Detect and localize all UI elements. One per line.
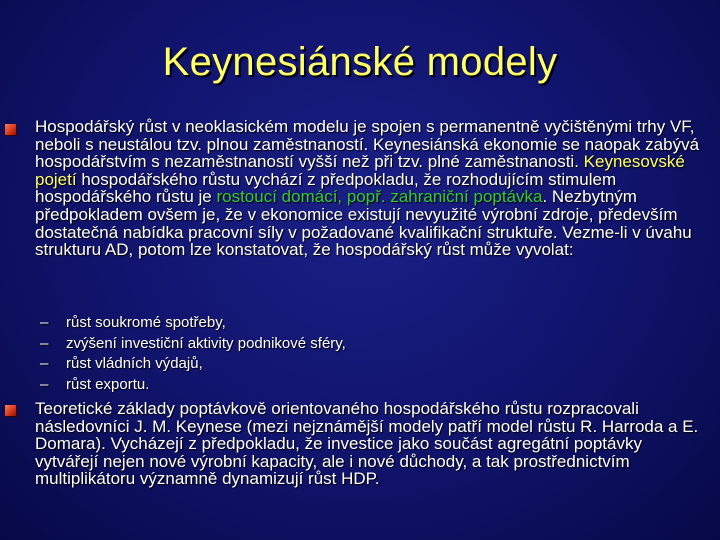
dash-marker: – [40,355,49,372]
list-item [40,334,680,355]
bullet-1-text-part-3: . Nezbytným předpokladem ovšem je, že v ekonomice existují nevyužité výrobní zdroje, především dostatečná nabídka pracovní síly v požadované kvalifikační struktuře. Vezme-li v úvahu strukturu AD, potom lze konstatovat, že hospodářský růst může vyvolat: [35,187,692,260]
sub-item-text: růst exportu. [66,375,150,393]
list-item [40,313,680,334]
bullet-text-1 [35,118,707,259]
sub-item-text: růst vládních výdajů, [66,355,203,372]
bullet-square-icon [5,124,16,135]
highlight-rising-demand: rostoucí domácí, popř. zahraniční poptávka [216,187,543,207]
list-item [40,354,680,375]
bullet-1-text-part-1: Hospodářský růst v neoklasickém modelu je spojen s permanentně vyčištěnými trhy VF, neboli s neustálou tzv. plnou zaměstnaností. Keynesiánská ekonomie se naopak zabývá hospodářstvím s nezaměstnaností vyšší než při tzv. plné zaměstnanosti. [35,117,700,172]
sub-item-text: zvýšení investiční aktivity podnikové sféry, [66,334,346,352]
bullet-1-text-part-2: hospodářského růstu vychází z předpokladu, že rozhodujícím stimulem hospodářského růstu je [35,169,617,207]
list-item [40,375,680,396]
dash-marker: – [40,334,49,352]
dash-marker: – [40,375,49,393]
sub-list [40,313,680,395]
bullet-text-2: Teoretické základy poptávkově orientovaného hospodářského růstu rozpracovali následovníci J. M. Keynese (mezi nejznámější modely patří model růstu R. Harroda a E. Domara). Vycházejí z předpokladu, že investice jako součást agregátní poptávky vytvářejí nejen nové výrobní kapacity, ale i nové důchody, a tak prostřednictvím multiplikátoru významně dynamizují růst HDP. [35,399,699,489]
dash-marker: – [40,314,49,331]
bullet-square-icon [5,405,16,416]
highlight-keynesian-concept: Keynesovské pojetí [35,152,685,189]
sub-item-text: růst soukromé spotřeby, [66,314,226,331]
slide-title: Keynesiánské modely [162,40,558,84]
